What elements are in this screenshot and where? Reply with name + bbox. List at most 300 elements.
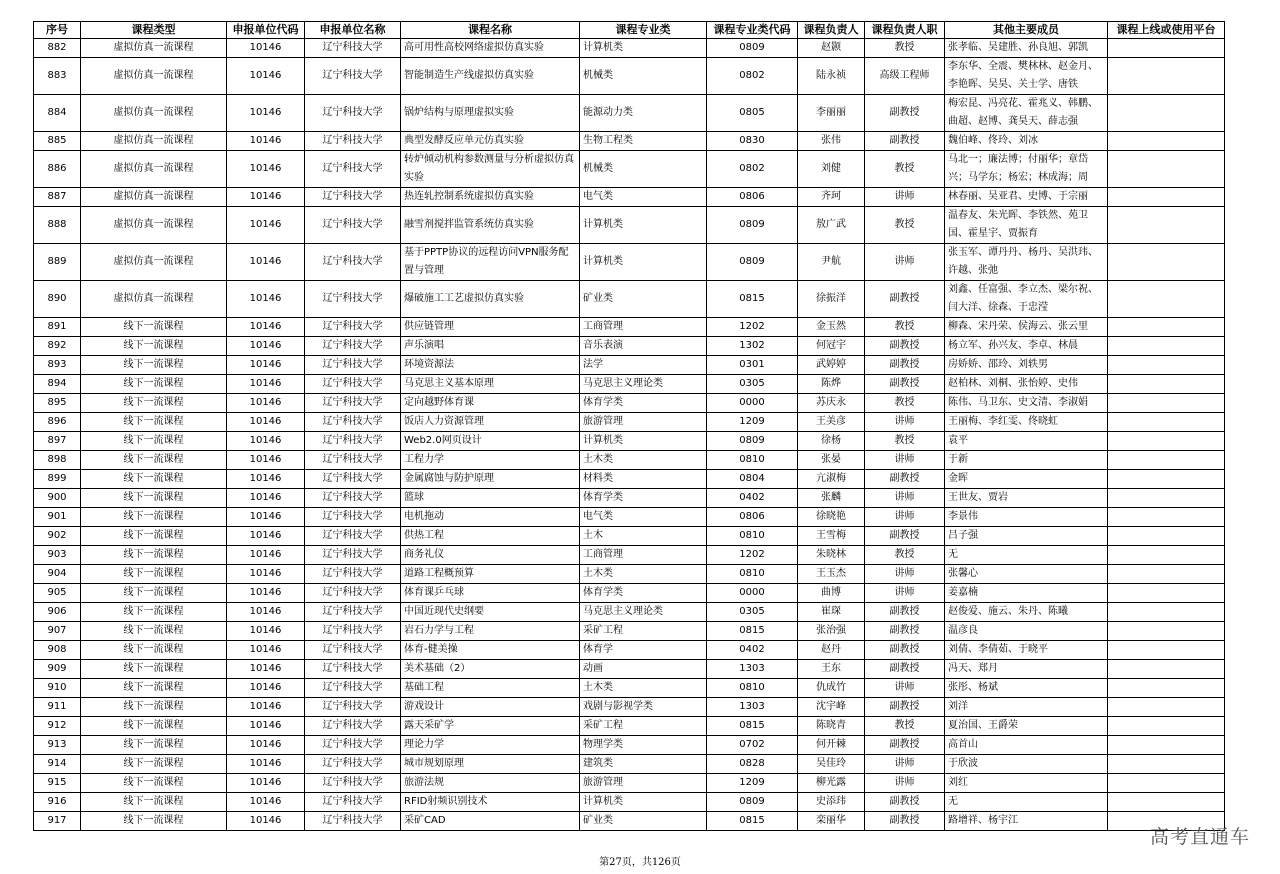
cell-course-name: 游戏设计 bbox=[401, 698, 580, 717]
cell-course-name: 理论力学 bbox=[401, 736, 580, 755]
cell-course-name: 转炉倾动机构参数测量与分析虚拟仿真实验 bbox=[401, 151, 580, 188]
cell-major-code: 0810 bbox=[707, 451, 798, 470]
table-row bbox=[34, 698, 1225, 717]
cell-unit-name: 辽宁科技大学 bbox=[305, 318, 401, 337]
cell-unit-name: 辽宁科技大学 bbox=[305, 132, 401, 151]
cell-unit-code: 10146 bbox=[227, 58, 305, 95]
course-table bbox=[33, 21, 1225, 831]
cell-leader-title: 副教授 bbox=[865, 736, 945, 755]
cell-unit-name: 辽宁科技大学 bbox=[305, 584, 401, 603]
cell-course-name: 融雪剂搅拌监管系统仿真实验 bbox=[401, 207, 580, 244]
cell-unit-name: 辽宁科技大学 bbox=[305, 793, 401, 812]
cell-platform bbox=[1108, 508, 1225, 527]
cell-members: 无 bbox=[945, 546, 1108, 565]
cell-leader-title: 副教授 bbox=[865, 603, 945, 622]
cell-unit-name: 辽宁科技大学 bbox=[305, 281, 401, 318]
table-row bbox=[34, 679, 1225, 698]
cell-unit-code: 10146 bbox=[227, 375, 305, 394]
cell-leader: 王东 bbox=[798, 660, 865, 679]
cell-platform bbox=[1108, 565, 1225, 584]
cell-major: 旅游管理 bbox=[580, 413, 707, 432]
cell-type: 线下一流课程 bbox=[81, 584, 227, 603]
cell-type: 线下一流课程 bbox=[81, 565, 227, 584]
cell-no: 916 bbox=[34, 793, 81, 812]
table-row bbox=[34, 413, 1225, 432]
cell-type: 虚拟仿真一流课程 bbox=[81, 132, 227, 151]
cell-unit-name: 辽宁科技大学 bbox=[305, 432, 401, 451]
cell-platform bbox=[1108, 39, 1225, 58]
cell-members: 赵俊爱、施云、朱丹、陈曦 bbox=[945, 603, 1108, 622]
cell-platform bbox=[1108, 755, 1225, 774]
cell-leader-title: 讲师 bbox=[865, 508, 945, 527]
cell-no: 885 bbox=[34, 132, 81, 151]
cell-type: 线下一流课程 bbox=[81, 812, 227, 831]
cell-course-name: 爆破施工工艺虚拟仿真实验 bbox=[401, 281, 580, 318]
cell-type: 线下一流课程 bbox=[81, 641, 227, 660]
cell-no: 897 bbox=[34, 432, 81, 451]
cell-course-name: 体育-健美操 bbox=[401, 641, 580, 660]
cell-leader: 武婷婷 bbox=[798, 356, 865, 375]
cell-major: 采矿工程 bbox=[580, 622, 707, 641]
cell-no: 909 bbox=[34, 660, 81, 679]
cell-no: 905 bbox=[34, 584, 81, 603]
cell-major-code: 0402 bbox=[707, 489, 798, 508]
header-major: 课程专业类 bbox=[580, 22, 707, 39]
cell-unit-name: 辽宁科技大学 bbox=[305, 660, 401, 679]
cell-members: 张彤、杨斌 bbox=[945, 679, 1108, 698]
cell-leader-title: 讲师 bbox=[865, 244, 945, 281]
cell-major-code: 0815 bbox=[707, 622, 798, 641]
cell-no: 912 bbox=[34, 717, 81, 736]
cell-unit-name: 辽宁科技大学 bbox=[305, 451, 401, 470]
cell-unit-code: 10146 bbox=[227, 39, 305, 58]
cell-major: 土木类 bbox=[580, 679, 707, 698]
cell-major-code: 0809 bbox=[707, 39, 798, 58]
cell-type: 虚拟仿真一流课程 bbox=[81, 244, 227, 281]
cell-major: 马克思主义理论类 bbox=[580, 375, 707, 394]
cell-members: 刘鑫、任富强、李立杰、梁尔祝、闫大洋、徐森、于忠滢 bbox=[945, 281, 1108, 318]
table-row bbox=[34, 584, 1225, 603]
cell-unit-name: 辽宁科技大学 bbox=[305, 736, 401, 755]
cell-leader-title: 讲师 bbox=[865, 584, 945, 603]
cell-members: 杨立军、孙兴友、李卓、林晨 bbox=[945, 337, 1108, 356]
cell-no: 882 bbox=[34, 39, 81, 58]
cell-leader: 何开棘 bbox=[798, 736, 865, 755]
header-course-name: 课程名称 bbox=[401, 22, 580, 39]
cell-unit-name: 辽宁科技大学 bbox=[305, 188, 401, 207]
cell-type: 线下一流课程 bbox=[81, 337, 227, 356]
cell-unit-name: 辽宁科技大学 bbox=[305, 58, 401, 95]
cell-leader: 尹航 bbox=[798, 244, 865, 281]
cell-no: 910 bbox=[34, 679, 81, 698]
cell-no: 890 bbox=[34, 281, 81, 318]
cell-leader-title: 副教授 bbox=[865, 281, 945, 318]
cell-major-code: 0805 bbox=[707, 95, 798, 132]
cell-no: 902 bbox=[34, 527, 81, 546]
cell-platform bbox=[1108, 641, 1225, 660]
cell-unit-name: 辽宁科技大学 bbox=[305, 95, 401, 132]
cell-course-name: 热连轧控制系统虚拟仿真实验 bbox=[401, 188, 580, 207]
cell-unit-name: 辽宁科技大学 bbox=[305, 603, 401, 622]
cell-major: 音乐表演 bbox=[580, 337, 707, 356]
table-row bbox=[34, 793, 1225, 812]
cell-unit-code: 10146 bbox=[227, 451, 305, 470]
cell-leader-title: 副教授 bbox=[865, 793, 945, 812]
cell-course-name: 城市规划原理 bbox=[401, 755, 580, 774]
cell-major-code: 0402 bbox=[707, 641, 798, 660]
cell-major: 体育学类 bbox=[580, 394, 707, 413]
cell-unit-name: 辽宁科技大学 bbox=[305, 527, 401, 546]
table-row bbox=[34, 39, 1225, 58]
cell-unit-code: 10146 bbox=[227, 318, 305, 337]
cell-no: 894 bbox=[34, 375, 81, 394]
cell-members: 张馨心 bbox=[945, 565, 1108, 584]
cell-leader: 陆永祯 bbox=[798, 58, 865, 95]
cell-type: 线下一流课程 bbox=[81, 451, 227, 470]
cell-members: 林春丽、吴亚君、史博、于宗丽 bbox=[945, 188, 1108, 207]
cell-course-name: 金属腐蚀与防护原理 bbox=[401, 470, 580, 489]
cell-major: 计算机类 bbox=[580, 432, 707, 451]
cell-no: 907 bbox=[34, 622, 81, 641]
cell-type: 虚拟仿真一流课程 bbox=[81, 95, 227, 132]
cell-type: 线下一流课程 bbox=[81, 736, 227, 755]
cell-members: 于新 bbox=[945, 451, 1108, 470]
cell-major-code: 0830 bbox=[707, 132, 798, 151]
cell-leader: 王雪梅 bbox=[798, 527, 865, 546]
cell-major: 计算机类 bbox=[580, 244, 707, 281]
cell-major-code: 1209 bbox=[707, 774, 798, 793]
cell-platform bbox=[1108, 58, 1225, 95]
cell-leader: 徐杨 bbox=[798, 432, 865, 451]
cell-members: 陈伟、马卫东、史文清、李淑娟 bbox=[945, 394, 1108, 413]
cell-members: 姜嘉楠 bbox=[945, 584, 1108, 603]
cell-major-code: 0815 bbox=[707, 281, 798, 318]
cell-major-code: 0809 bbox=[707, 244, 798, 281]
cell-leader-title: 副教授 bbox=[865, 527, 945, 546]
cell-unit-code: 10146 bbox=[227, 622, 305, 641]
cell-major-code: 0305 bbox=[707, 375, 798, 394]
cell-major: 计算机类 bbox=[580, 793, 707, 812]
cell-type: 线下一流课程 bbox=[81, 774, 227, 793]
cell-type: 线下一流课程 bbox=[81, 356, 227, 375]
cell-major-code: 0809 bbox=[707, 793, 798, 812]
cell-major-code: 0000 bbox=[707, 584, 798, 603]
cell-major: 机械类 bbox=[580, 151, 707, 188]
cell-unit-name: 辽宁科技大学 bbox=[305, 337, 401, 356]
cell-major: 土木类 bbox=[580, 451, 707, 470]
header-row bbox=[34, 22, 1225, 39]
cell-major-code: 0802 bbox=[707, 58, 798, 95]
cell-unit-name: 辽宁科技大学 bbox=[305, 641, 401, 660]
cell-unit-code: 10146 bbox=[227, 736, 305, 755]
cell-major: 采矿工程 bbox=[580, 717, 707, 736]
cell-leader-title: 副教授 bbox=[865, 375, 945, 394]
cell-major: 材料类 bbox=[580, 470, 707, 489]
cell-type: 线下一流课程 bbox=[81, 755, 227, 774]
header-leader-title: 课程负责人职 bbox=[865, 22, 945, 39]
cell-unit-code: 10146 bbox=[227, 356, 305, 375]
cell-leader: 仇成竹 bbox=[798, 679, 865, 698]
cell-unit-code: 10146 bbox=[227, 413, 305, 432]
table-row bbox=[34, 546, 1225, 565]
cell-platform bbox=[1108, 451, 1225, 470]
cell-unit-name: 辽宁科技大学 bbox=[305, 413, 401, 432]
cell-major: 动画 bbox=[580, 660, 707, 679]
cell-platform bbox=[1108, 546, 1225, 565]
table-row bbox=[34, 451, 1225, 470]
cell-platform bbox=[1108, 244, 1225, 281]
cell-leader-title: 讲师 bbox=[865, 413, 945, 432]
cell-members: 冯天、郑月 bbox=[945, 660, 1108, 679]
cell-unit-name: 辽宁科技大学 bbox=[305, 717, 401, 736]
cell-no: 900 bbox=[34, 489, 81, 508]
cell-leader-title: 副教授 bbox=[865, 641, 945, 660]
cell-leader: 苏庆永 bbox=[798, 394, 865, 413]
cell-major: 法学 bbox=[580, 356, 707, 375]
cell-type: 线下一流课程 bbox=[81, 508, 227, 527]
cell-type: 线下一流课程 bbox=[81, 717, 227, 736]
cell-unit-code: 10146 bbox=[227, 698, 305, 717]
cell-course-name: 智能制造生产线虚拟仿真实验 bbox=[401, 58, 580, 95]
cell-unit-code: 10146 bbox=[227, 527, 305, 546]
cell-leader-title: 讲师 bbox=[865, 565, 945, 584]
cell-type: 虚拟仿真一流课程 bbox=[81, 151, 227, 188]
cell-major: 矿业类 bbox=[580, 812, 707, 831]
cell-major-code: 0815 bbox=[707, 812, 798, 831]
cell-leader-title: 教授 bbox=[865, 39, 945, 58]
cell-course-name: 供应链管理 bbox=[401, 318, 580, 337]
cell-unit-name: 辽宁科技大学 bbox=[305, 812, 401, 831]
cell-unit-name: 辽宁科技大学 bbox=[305, 489, 401, 508]
cell-leader-title: 讲师 bbox=[865, 188, 945, 207]
cell-major: 计算机类 bbox=[580, 39, 707, 58]
cell-unit-code: 10146 bbox=[227, 793, 305, 812]
cell-leader-title: 副教授 bbox=[865, 660, 945, 679]
cell-unit-code: 10146 bbox=[227, 489, 305, 508]
cell-members: 于欣波 bbox=[945, 755, 1108, 774]
cell-unit-name: 辽宁科技大学 bbox=[305, 375, 401, 394]
cell-leader: 张治强 bbox=[798, 622, 865, 641]
table-row bbox=[34, 622, 1225, 641]
cell-major-code: 1202 bbox=[707, 546, 798, 565]
cell-major-code: 0806 bbox=[707, 188, 798, 207]
cell-no: 884 bbox=[34, 95, 81, 132]
cell-members: 路增祥、杨宇江 bbox=[945, 812, 1108, 831]
cell-members: 吕子强 bbox=[945, 527, 1108, 546]
table-row bbox=[34, 565, 1225, 584]
cell-major-code: 1302 bbox=[707, 337, 798, 356]
cell-leader: 何冠宇 bbox=[798, 337, 865, 356]
cell-no: 901 bbox=[34, 508, 81, 527]
cell-unit-code: 10146 bbox=[227, 244, 305, 281]
cell-leader: 金玉然 bbox=[798, 318, 865, 337]
table-row bbox=[34, 774, 1225, 793]
cell-course-name: 声乐演唱 bbox=[401, 337, 580, 356]
cell-leader: 栾丽华 bbox=[798, 812, 865, 831]
cell-platform bbox=[1108, 736, 1225, 755]
cell-major: 戏剧与影视学类 bbox=[580, 698, 707, 717]
cell-platform bbox=[1108, 584, 1225, 603]
cell-leader: 曲博 bbox=[798, 584, 865, 603]
cell-leader: 朱晓林 bbox=[798, 546, 865, 565]
table-row bbox=[34, 281, 1225, 318]
cell-leader: 沈宇峰 bbox=[798, 698, 865, 717]
table-row bbox=[34, 337, 1225, 356]
cell-platform bbox=[1108, 527, 1225, 546]
cell-major-code: 1209 bbox=[707, 413, 798, 432]
cell-unit-code: 10146 bbox=[227, 281, 305, 318]
header-no: 序号 bbox=[34, 22, 81, 39]
cell-unit-code: 10146 bbox=[227, 717, 305, 736]
cell-no: 908 bbox=[34, 641, 81, 660]
table-row bbox=[34, 207, 1225, 244]
cell-type: 虚拟仿真一流课程 bbox=[81, 281, 227, 318]
cell-platform bbox=[1108, 622, 1225, 641]
cell-course-name: 锅炉结构与原理虚拟实验 bbox=[401, 95, 580, 132]
cell-leader-title: 副教授 bbox=[865, 812, 945, 831]
header-members: 其他主要成员 bbox=[945, 22, 1108, 39]
cell-platform bbox=[1108, 698, 1225, 717]
cell-unit-name: 辽宁科技大学 bbox=[305, 207, 401, 244]
cell-major-code: 1303 bbox=[707, 660, 798, 679]
cell-leader-title: 讲师 bbox=[865, 451, 945, 470]
cell-platform bbox=[1108, 793, 1225, 812]
cell-unit-code: 10146 bbox=[227, 755, 305, 774]
cell-unit-code: 10146 bbox=[227, 470, 305, 489]
cell-unit-name: 辽宁科技大学 bbox=[305, 622, 401, 641]
cell-no: 889 bbox=[34, 244, 81, 281]
cell-leader: 敖广武 bbox=[798, 207, 865, 244]
cell-course-name: 马克思主义基本原理 bbox=[401, 375, 580, 394]
cell-members: 王丽梅、李红雯、佟晓虹 bbox=[945, 413, 1108, 432]
cell-leader-title: 教授 bbox=[865, 546, 945, 565]
cell-type: 虚拟仿真一流课程 bbox=[81, 58, 227, 95]
cell-course-name: 岩石力学与工程 bbox=[401, 622, 580, 641]
cell-platform bbox=[1108, 489, 1225, 508]
cell-members: 房娇娇、邵玲、刘轶男 bbox=[945, 356, 1108, 375]
cell-platform bbox=[1108, 470, 1225, 489]
cell-unit-code: 10146 bbox=[227, 565, 305, 584]
cell-leader: 王玉杰 bbox=[798, 565, 865, 584]
table-row bbox=[34, 132, 1225, 151]
cell-course-name: 商务礼仪 bbox=[401, 546, 580, 565]
cell-leader: 亢淑梅 bbox=[798, 470, 865, 489]
cell-course-name: 供热工程 bbox=[401, 527, 580, 546]
cell-course-name: Web2.0网页设计 bbox=[401, 432, 580, 451]
header-unit-name: 申报单位名称 bbox=[305, 22, 401, 39]
cell-leader-title: 副教授 bbox=[865, 95, 945, 132]
cell-course-name: 高可用性高校网络虚拟仿真实验 bbox=[401, 39, 580, 58]
cell-unit-name: 辽宁科技大学 bbox=[305, 698, 401, 717]
cell-unit-name: 辽宁科技大学 bbox=[305, 356, 401, 375]
cell-leader-title: 讲师 bbox=[865, 755, 945, 774]
cell-unit-name: 辽宁科技大学 bbox=[305, 39, 401, 58]
cell-leader-title: 副教授 bbox=[865, 132, 945, 151]
cell-members: 魏伯峰、佟玲、刘冰 bbox=[945, 132, 1108, 151]
cell-type: 线下一流课程 bbox=[81, 546, 227, 565]
cell-leader: 张麟 bbox=[798, 489, 865, 508]
cell-unit-code: 10146 bbox=[227, 679, 305, 698]
cell-course-name: 电机拖动 bbox=[401, 508, 580, 527]
cell-major-code: 0301 bbox=[707, 356, 798, 375]
cell-leader-title: 副教授 bbox=[865, 470, 945, 489]
cell-course-name: 基础工程 bbox=[401, 679, 580, 698]
cell-unit-code: 10146 bbox=[227, 207, 305, 244]
cell-major-code: 0810 bbox=[707, 679, 798, 698]
cell-course-name: 工程力学 bbox=[401, 451, 580, 470]
cell-course-name: RFID射频识别技术 bbox=[401, 793, 580, 812]
table-row bbox=[34, 432, 1225, 451]
cell-type: 虚拟仿真一流课程 bbox=[81, 39, 227, 58]
cell-type: 线下一流课程 bbox=[81, 318, 227, 337]
cell-leader: 吴佳玲 bbox=[798, 755, 865, 774]
cell-type: 线下一流课程 bbox=[81, 793, 227, 812]
header-type: 课程类型 bbox=[81, 22, 227, 39]
cell-major: 矿业类 bbox=[580, 281, 707, 318]
cell-leader-title: 讲师 bbox=[865, 774, 945, 793]
cell-members: 刘红 bbox=[945, 774, 1108, 793]
cell-no: 883 bbox=[34, 58, 81, 95]
table-row bbox=[34, 394, 1225, 413]
cell-members: 张孝临、吴建胜、孙良旭、郭凯 bbox=[945, 39, 1108, 58]
cell-type: 线下一流课程 bbox=[81, 489, 227, 508]
cell-major: 工商管理 bbox=[580, 546, 707, 565]
cell-no: 892 bbox=[34, 337, 81, 356]
cell-leader: 陈晓青 bbox=[798, 717, 865, 736]
cell-major: 建筑类 bbox=[580, 755, 707, 774]
table-row bbox=[34, 470, 1225, 489]
cell-major-code: 0810 bbox=[707, 565, 798, 584]
cell-leader: 赵丹 bbox=[798, 641, 865, 660]
cell-major-code: 1202 bbox=[707, 318, 798, 337]
cell-course-name: 饭店人力资源管理 bbox=[401, 413, 580, 432]
cell-major-code: 0802 bbox=[707, 151, 798, 188]
table-row bbox=[34, 603, 1225, 622]
cell-major-code: 0810 bbox=[707, 527, 798, 546]
cell-type: 虚拟仿真一流课程 bbox=[81, 207, 227, 244]
cell-leader: 赵颢 bbox=[798, 39, 865, 58]
cell-leader: 崔琛 bbox=[798, 603, 865, 622]
cell-members: 张玉军、谭丹丹、杨丹、吴洪玮、许越、张弛 bbox=[945, 244, 1108, 281]
cell-no: 895 bbox=[34, 394, 81, 413]
cell-unit-name: 辽宁科技大学 bbox=[305, 546, 401, 565]
header-unit-code: 申报单位代码 bbox=[227, 22, 305, 39]
cell-platform bbox=[1108, 356, 1225, 375]
cell-type: 线下一流课程 bbox=[81, 470, 227, 489]
cell-platform bbox=[1108, 774, 1225, 793]
cell-unit-code: 10146 bbox=[227, 603, 305, 622]
cell-platform bbox=[1108, 394, 1225, 413]
cell-members: 无 bbox=[945, 793, 1108, 812]
cell-members: 柳森、宋丹荣、侯海云、张云里 bbox=[945, 318, 1108, 337]
cell-unit-code: 10146 bbox=[227, 774, 305, 793]
cell-major: 土木类 bbox=[580, 565, 707, 584]
cell-platform bbox=[1108, 660, 1225, 679]
cell-leader: 徐振洋 bbox=[798, 281, 865, 318]
cell-platform bbox=[1108, 679, 1225, 698]
cell-no: 891 bbox=[34, 318, 81, 337]
cell-course-name: 篮球 bbox=[401, 489, 580, 508]
table-row bbox=[34, 58, 1225, 95]
cell-platform bbox=[1108, 318, 1225, 337]
cell-type: 线下一流课程 bbox=[81, 375, 227, 394]
cell-major: 物理学类 bbox=[580, 736, 707, 755]
cell-platform bbox=[1108, 281, 1225, 318]
table-row bbox=[34, 508, 1225, 527]
cell-major: 工商管理 bbox=[580, 318, 707, 337]
watermark-text: 高考直通车 bbox=[1149, 826, 1250, 848]
cell-leader-title: 高级工程师 bbox=[865, 58, 945, 95]
